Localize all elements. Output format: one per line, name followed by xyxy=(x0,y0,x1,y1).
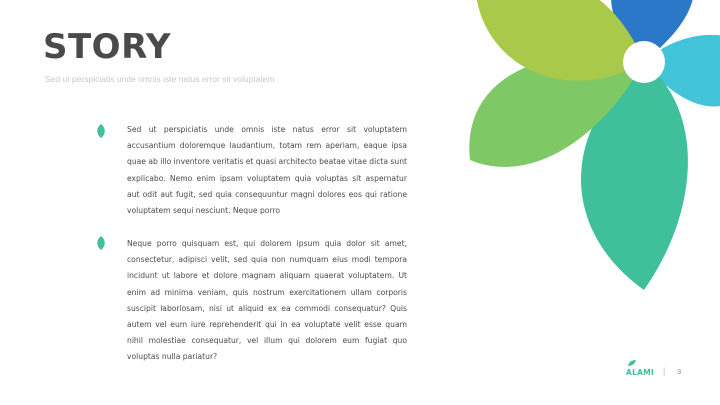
slide-subtitle: Sed ut perspiciatis unde omnis iste natus error sit voluptatem xyxy=(45,74,275,84)
body-paragraph-1: Sed ut perspiciatis unde omnis iste natus error sit voluptatem accusantium doloremque laudantium, totam rem aperiam, eaque ipsa quae ab illo inventore veritatis et quasi architecto beatae vitae dicta sunt explicabo. Nemo enim ipsam voluptatem quia voluptas sit aspernatur aut odit aut fugit, sed quia consequuntur magni dolores eos qui ratione voluptatem sequi nesciunt. Neque porro xyxy=(127,125,407,216)
petal-flower-graphic xyxy=(440,0,720,290)
logo-text: ALAMI xyxy=(626,368,655,377)
slide-title: STORY xyxy=(43,27,172,67)
page-number: 3 xyxy=(677,367,682,376)
body-paragraph-2: Neque porro quisquam est, qui dolorem ipsum quia dolor sit amet, consectetur, adipisci velit, sed quia non numquam eius modi tempora incidunt ut labore et dolore magnam aliquam quaerat voluptatem. Ut enim ad minima veniam, quis nostrum exercitationem ullam corporis suscipit laboriosam, nisi ut aliquid ex ea commodi consequatur? Quis autem vel eum iure reprehenderit qui in ea voluptate velit esse quam nihil molestiae consequatur, vel illum qui dolorem eum fugiat quo voluptas nulla pariatur? xyxy=(127,239,407,362)
leaf-bullet-icon xyxy=(95,124,107,138)
footer-logo xyxy=(626,360,654,380)
leaf-logo-icon xyxy=(628,360,636,366)
leaf-bullet-icon xyxy=(95,236,107,250)
footer-separator: | xyxy=(663,366,666,376)
flower-center-circle xyxy=(623,41,665,83)
